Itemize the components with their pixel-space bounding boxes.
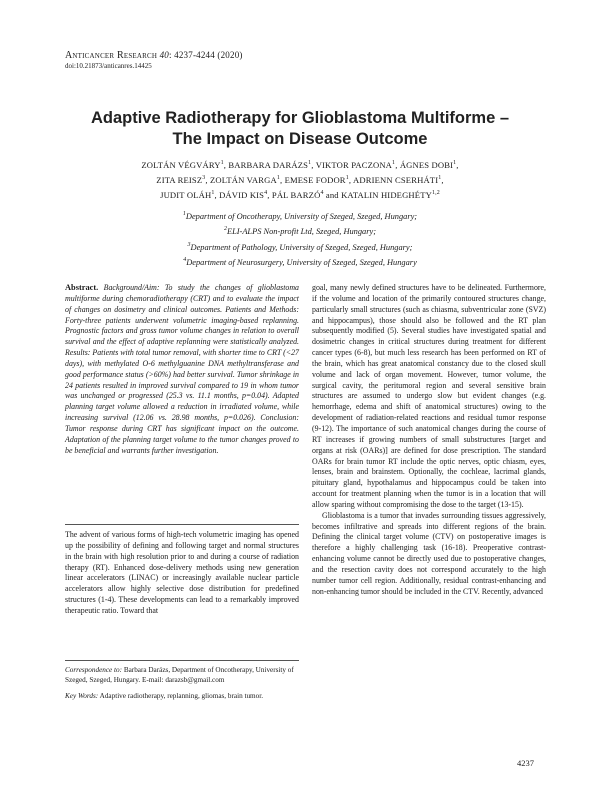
abstract-label: Abstract.: [65, 283, 99, 292]
author: ADRIENN CSERHÁTI$^1$,: [352, 174, 444, 185]
journal-pages-year: : 4237-4244 (2020): [169, 50, 243, 60]
body-paragraph: Glioblastoma is a tumor that invades surrounding tissues aggressively, becomes infiltrative and spreads into different regions of the brain. Defining the clinical target volume (CTV) on postoperative images is therefore a highly challenging task (16-18). Preoperative contrast-enhancing volume cannot be directly used due to postoperative changes, and the resection cavity does not correspond accurately to the high number tumor cell region. Additionally, residual contrast-enhancing and non-enhancing tumor should be included in the CTV. Recently, advanced: [312, 510, 546, 596]
journal-header: [65, 50, 243, 61]
title-line-2: The Impact on Disease Outcome: [172, 130, 428, 148]
author: ÁGNES DOBI$^1$,: [399, 159, 459, 170]
author: PÁL BARZÓ$^4$ and: [271, 189, 342, 200]
title-line-1: Adaptive Radiotherapy for Glioblastoma Multiforme –: [90, 109, 510, 127]
intro-paragraph: The advent of various forms of high-tech volumetric imaging has opened up the possibility of defining and following target and normal structures in the brain with high resolution prior to and during a course of radiation therapy (RT). Enhanced dose-delivery methods using new generation linear accelerators (LINAC) or increasingly available nuclear particle accelerators allow highly selective dose distribution for predefined structures (1-4). These developments can lead to a remarkably improved therapeutic ratio. Toward that: [65, 530, 299, 615]
abstract: [65, 283, 299, 457]
journal-volume: 40: [159, 50, 169, 60]
right-column: [312, 283, 546, 597]
author: ZOLTÁN VARGA$^1$,: [210, 174, 285, 185]
affiliation: $^3$Department of Pathology, University of Szeged, Szeged, Hungary;: [187, 241, 413, 252]
page-number: 4237: [517, 758, 534, 768]
intro-left-column: [65, 530, 299, 617]
affiliation: $^4$Department of Neurosurgery, University of Szeged, Szeged, Hungary: [183, 257, 417, 267]
author: VIKTOR PACZONA$^1$,: [315, 159, 400, 170]
journal-name: Anticancer Research: [65, 50, 158, 61]
author: JUDIT OLÁH$^1$,: [160, 189, 220, 200]
paper-title: [60, 108, 540, 150]
footnotes: [65, 660, 299, 707]
affiliations: [60, 208, 540, 270]
affiliation: $^2$ELI-ALPS Non-profit Ltd, Szeged, Hungary;: [223, 226, 377, 237]
correspondence: Correspondence to: Barbara Darázs, Department of Oncotherapy, University of Szeged, Szeged, Hungary. E-mail: darazsb@gmail.com: [65, 666, 294, 684]
author: DÁVID KIS$^4$,: [219, 189, 272, 200]
author: ZITA REISZ$^3$,: [156, 174, 210, 185]
abstract-divider: [65, 524, 299, 525]
author: ZOLTÁN VÉGVÁRY$^1$,: [141, 159, 229, 170]
author-list: [60, 157, 540, 202]
doi: doi:10.21873/anticanres.14425: [65, 62, 152, 70]
abstract-text: Background/Aim: To study the changes of glioblastoma multiforme during chemoradiotherapy (CRT) and to evaluate the impact of changes on dosimetry and clinical outcomes. Patients and Methods: Forty-three patients underwent volumetric imaging-based replanning. Prognostic factors and gross tumor volume changes in relation to overall survival and the effect of adaptive replanning were statistically analyzed. Results: Patients with total tumor removal, with shorter time to CRT (<27 days), with methylated O-6 methylguanine DNA methyltransferase and good performance status (>60%) had better survival. Tumor shrinkage in 24 patients resulted in improved survival compared to 19 in whom tumor was unchanged or progressed (25.3 vs. 11.1 months, p=0.04). Adapted planning target volume allowed a reduction in irradiated volume, while increasing survival (12.06 vs. 28.98 months, p=0.026). Conclusion: Tumor response during CRT has significant impact on the outcome. Adaptation of the planning target volume to the tumor changes proved to be beneficial and warrants further investigation.: [65, 283, 299, 455]
author: EMESE FODOR$^1$,: [284, 174, 353, 185]
body-paragraph: goal, many newly defined structures have to be delineated. Furthermore, if the volume and location of the primarily contoured structures change, particularly small structures (such as chiasma, subventricular zone (SVZ) and hippocampus), those should also be followed and the RT plan subsequently modified (5). Several studies have investigated spatial and dosimetric changes in critical structures during treatment for different cancer types (6-8), but much less research has been performed on RT of the brain, which has great anatomical constancy due to the closed skull volume and lack of organ movement. However, tumor volume, the surgical cavity, the peritumoral region and several sensitive brain structures are assumed to undergo slow but evident changes (e.g. hemorrhage, edema and shift of anatomical structures) owing to the development of radiation-related reactions and residual tumor response (9-12). The importance of such anatomical changes during the course of RT increases if growing numbers of small substructures [target and organs at risk (OARs)] are defined for dose prescription. The standard OARs for brain tumor RT include the optic nerves, optic chiasm, eyes, lenses, brain and brainstem. Optionally, the cochleae, lacrimal glands, pituitary gland, hypothalamus and hippocampus could be taken into account for treatment planning when the tumor is in a location that will allow sparing without compromising the dose to the target (13-15).: [312, 283, 546, 509]
affiliation: $^1$Department of Oncotherapy, University of Szeged, Szeged, Hungary;: [182, 211, 418, 221]
author: BARBARA DARÁZS$^1$,: [228, 159, 316, 170]
keywords: Key Words: Adaptive radiotherapy, replanning, gliomas, brain tumor.: [65, 692, 264, 700]
author: KATALIN HIDEGHÉTY$^{1,2}$: [341, 189, 440, 200]
